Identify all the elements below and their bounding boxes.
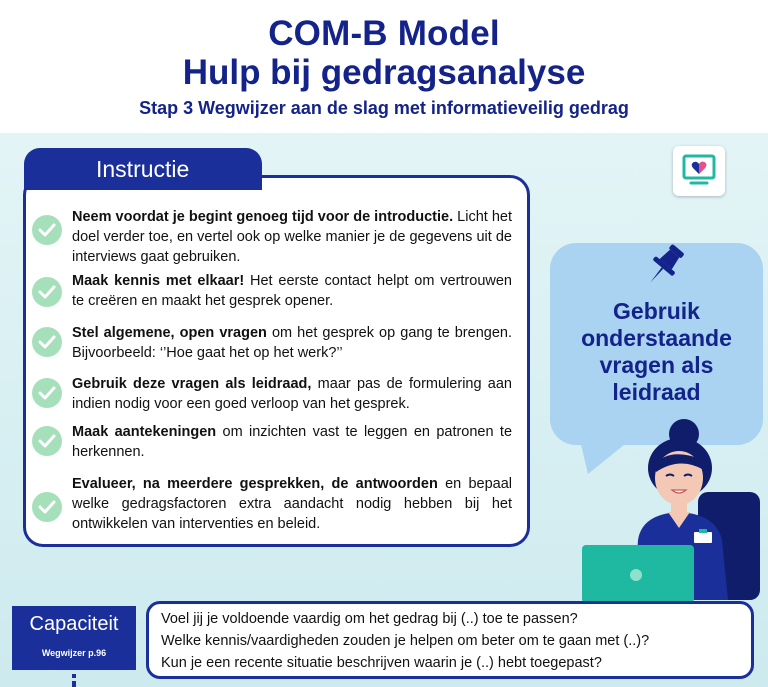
check-icon <box>32 492 62 522</box>
check-icon <box>32 215 62 245</box>
page-title-line2: Hulp bij gedragsanalyse <box>182 53 586 92</box>
page-subtitle: Stap 3 Wegwijzer aan de slag met informatieveilig gedrag <box>139 98 629 118</box>
item-text: om het gesprek op gang te brengen. Bijvoorbeeld: ‘’Hoe gaat het op het werk?’’ <box>72 325 512 361</box>
pushpin-icon <box>636 236 694 294</box>
item-text: Het eerste contact helpt om vertrouwen te creëren en maakt het gesprek opener. <box>72 273 512 309</box>
header <box>0 0 768 133</box>
item-bold: Maak kennis met elkaar! <box>72 273 245 289</box>
info-icon <box>68 674 80 687</box>
page-title: COM-B Model <box>268 14 500 53</box>
instruction-tab: Instructie <box>24 148 262 190</box>
bubble-text <box>550 298 763 406</box>
item-text: en bepaal welke gedragsfactoren extra aandacht nodig hebben bij het ontwikkelen van interventies en beleid. <box>72 476 512 532</box>
capaciteit-title: Capaciteit <box>29 613 119 635</box>
question-line: Welke kennis/vaardigheden zouden je helpen om beter om te gaan met (..)? <box>161 633 650 649</box>
bubble-line: Gebruik <box>613 298 700 324</box>
check-icon <box>32 426 62 456</box>
item-bold: Neem voordat je begint genoeg tijd voor de introductie. <box>72 209 454 225</box>
bubble-line: leidraad <box>612 379 701 405</box>
question-line: Voel jij je voldoende vaardig om het gedrag bij (..) toe te passen? <box>161 611 578 627</box>
questions-box <box>146 601 754 679</box>
item-bold: Maak aantekeningen <box>72 424 217 440</box>
item-bold: Evalueer, na meerdere gesprekken, de antwoorden <box>72 476 438 492</box>
check-icon <box>32 327 62 357</box>
item-text: Licht het doel verder toe, en vertel ook op welke manier je de gegevens uit de interviews gaat gebruiken. <box>72 209 512 265</box>
capaciteit-reference: Wegwijzer p.96 <box>41 648 107 658</box>
item-text: maar pas de formulering aan indien nodig voor een goed verloop van het gesprek. <box>72 376 512 412</box>
bubble-line: vragen als <box>599 352 714 378</box>
check-icon <box>32 277 62 307</box>
monitor-heart-icon <box>673 146 725 196</box>
item-bold: Stel algemene, open vragen <box>72 325 267 341</box>
check-icon <box>32 378 62 408</box>
capaciteit-label <box>12 606 136 670</box>
laptop-icon <box>582 545 694 603</box>
bubble-line: onderstaande <box>581 325 732 351</box>
item-bold: Gebruik deze vragen als leidraad, <box>72 376 312 392</box>
item-text: om inzichten vast te leggen en patronen te herkennen. <box>72 424 513 460</box>
question-line: Kun je een recente situatie beschrijven waarin je (..) hebt toegepast? <box>161 655 602 671</box>
